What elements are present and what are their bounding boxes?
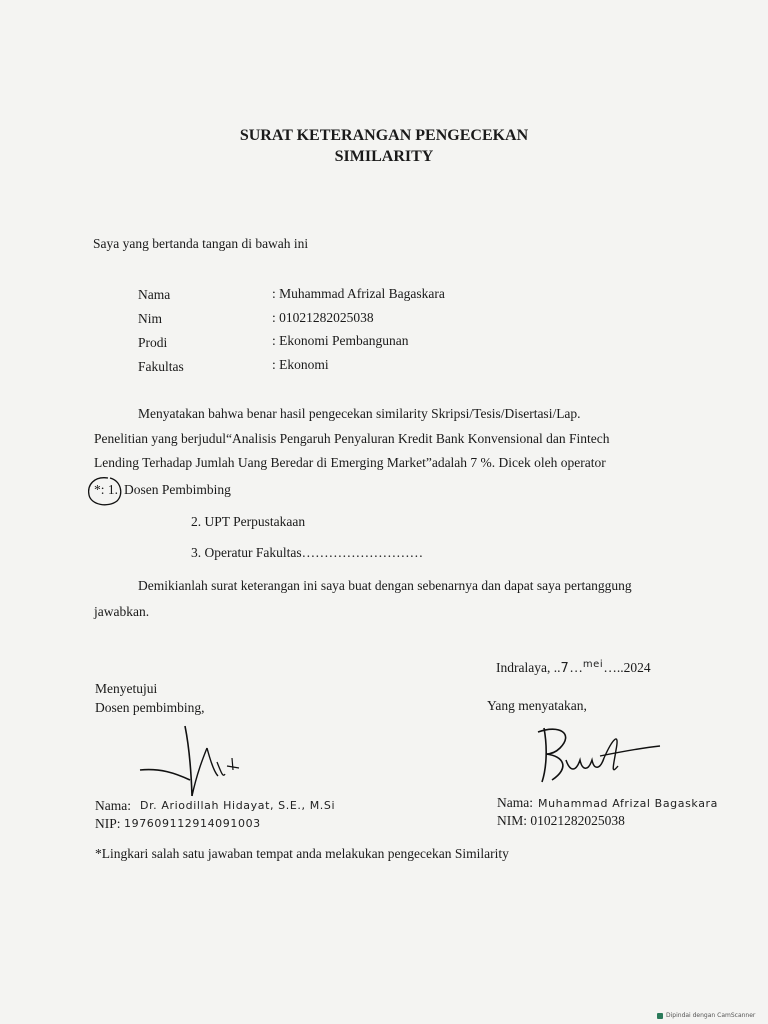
declarant-label: Yang menyatakan,: [487, 698, 587, 713]
field-value-nama: : Muhammad Afrizal Bagaskara: [272, 286, 445, 301]
document-title-line1: SURAT KETERANGAN PENGECEKAN: [239, 127, 529, 144]
declarant-signature: [530, 720, 670, 788]
field-value-nim: : 01021282025038: [272, 310, 374, 325]
declarant-name-handwritten: Muhammad Afrizal Bagaskara: [538, 797, 718, 810]
option-marker: *: 1.: [94, 482, 119, 497]
supervisor-name-label: Nama:: [95, 798, 131, 813]
hand-drawn-circle-mark: [86, 475, 124, 509]
document-title-line2: SIMILARITY: [334, 148, 434, 165]
supervisor-signature: [135, 718, 265, 798]
paragraph-line2: Penelitian yang berjudul“Analisis Pengaruh Penyaluran Kredit Bank Konvensional dan Fintech: [94, 431, 610, 446]
supervisor-nip-handwritten: 197609112914091003: [124, 817, 261, 830]
closing-line1: Demikianlah surat keterangan ini saya buat dengan sebenarnya dan dapat saya pertanggung: [138, 578, 632, 593]
scanner-watermark-text: Dipindai dengan CamScanner: [666, 1012, 756, 1019]
camscanner-logo-icon: [657, 1013, 663, 1019]
footnote: *Lingkari salah satu jawaban tempat anda melakukan pengecekan Similarity: [95, 846, 509, 861]
option-3: 3. Operatur Fakultas………………………: [191, 545, 424, 560]
scanner-watermark: [657, 1012, 755, 1019]
declarant-nim: NIM: 01021282025038: [497, 813, 625, 828]
date-day-handwritten: 7: [560, 661, 570, 676]
field-label-nim: Nim: [138, 311, 163, 326]
intro-text: Saya yang bertanda tangan di bawah ini: [93, 236, 309, 251]
supervisor-name-handwritten: Dr. Ariodillah Hidayat, S.E., M.Si: [140, 799, 336, 812]
place-date: [496, 660, 651, 676]
place-date-prefix: Indralaya, ..: [496, 660, 561, 675]
paragraph-line3: Lending Terhadap Jumlah Uang Beredar di Emerging Market”adalah 7 %. Dicek oleh operator: [94, 455, 606, 470]
paragraph-line1: Menyatakan bahwa benar hasil pengecekan similarity Skripsi/Tesis/Disertasi/Lap.: [138, 406, 581, 421]
field-label-prodi: Prodi: [138, 335, 168, 350]
place-date-dots2: …..2024: [603, 660, 651, 675]
field-value-prodi: : Ekonomi Pembangunan: [272, 333, 409, 348]
field-value-fakultas: : Ekonomi: [272, 357, 329, 372]
closing-line2: jawabkan.: [94, 604, 150, 619]
place-date-dots1: …: [569, 660, 583, 675]
field-label-fakultas: Fakultas: [138, 359, 184, 374]
approve-label: Menyetujui: [95, 681, 158, 696]
date-month-handwritten: mei: [582, 659, 604, 670]
option-2: 2. UPT Perpustakaan: [191, 514, 306, 529]
supervisor-nip-label: NIP:: [95, 816, 121, 831]
declarant-name-label: Nama:: [497, 795, 533, 810]
supervisor-label: Dosen pembimbing,: [95, 700, 205, 715]
field-label-nama: Nama: [138, 287, 171, 302]
option-1: Dosen Pembimbing: [124, 482, 231, 497]
